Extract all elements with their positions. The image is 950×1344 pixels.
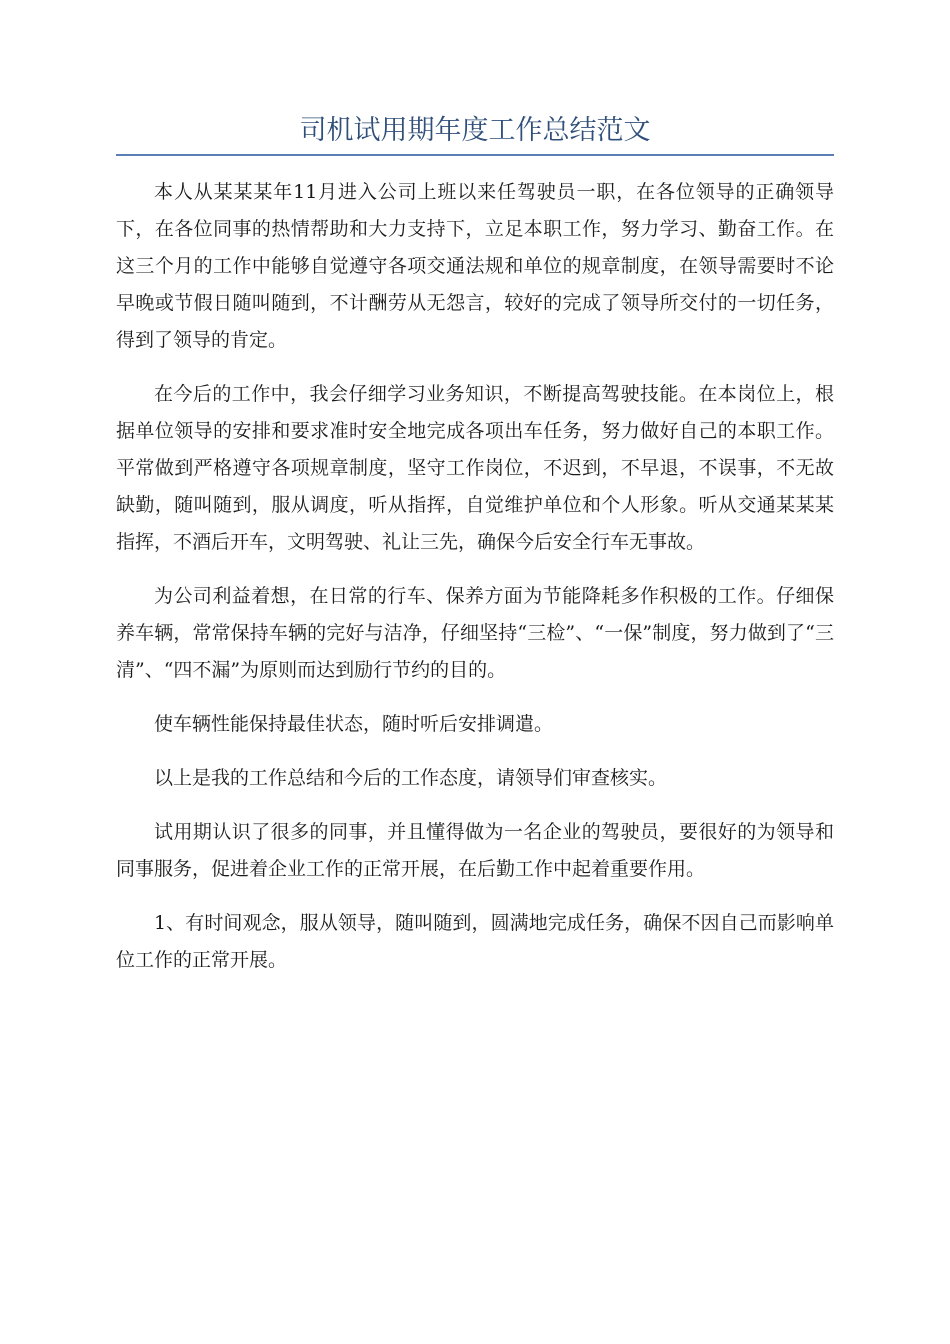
paragraph: 试用期认识了很多的同事，并且懂得做为一名企业的驾驶员，要很好的为领导和同事服务，促进着企业工作的正常开展，在后勤工作中起着重要作用。 [116, 821, 834, 880]
document-body [116, 174, 834, 996]
paragraph: 本人从某某某年11月进入公司上班以来任驾驶员一职，在各位领导的正确领导下，在各位同事的热情帮助和大力支持下，立足本职工作，努力学习、勤奋工作。在这三个月的工作中能够自觉遵守各项交通法规和单位的规章制度，在领导需要时不论早晚或节假日随叫随到，不计酬劳从无怨言，较好的完成了领导所交付的一切任务，得到了领导的肯定。 [116, 181, 834, 351]
paragraph: 为公司利益着想，在日常的行车、保养方面为节能降耗多作积极的工作。仔细保养车辆，常常保持车辆的完好与洁净，仔细坚持“三检”、“一保”制度，努力做到了“三清”、“四不漏”为原则而达到励行节约的目的。 [116, 585, 834, 681]
title-underline [116, 154, 834, 156]
paragraph: 使车辆性能保持最佳状态，随时听后安排调遣。 [154, 713, 554, 735]
paragraph: 1、有时间观念，服从领导，随叫随到，圆满地完成任务，确保不因自己而影响单位工作的正常开展。 [116, 912, 834, 971]
document-title: 司机试用期年度工作总结范文 [299, 115, 651, 146]
paragraph: 在今后的工作中，我会仔细学习业务知识，不断提高驾驶技能。在本岗位上，根据单位领导的安排和要求准时安全地完成各项出车任务，努力做好自己的本职工作。平常做到严格遵守各项规章制度，坚守工作岗位，不迟到，不早退，不误事，不无故缺勤，随叫随到，服从调度，听从指挥，自觉维护单位和个人形象。听从交通某某某指挥，不酒后开车，文明驾驶、礼让三先，确保今后安全行车无事故。 [116, 383, 834, 553]
paragraph: 以上是我的工作总结和今后的工作态度，请领导们审查核实。 [154, 767, 668, 789]
